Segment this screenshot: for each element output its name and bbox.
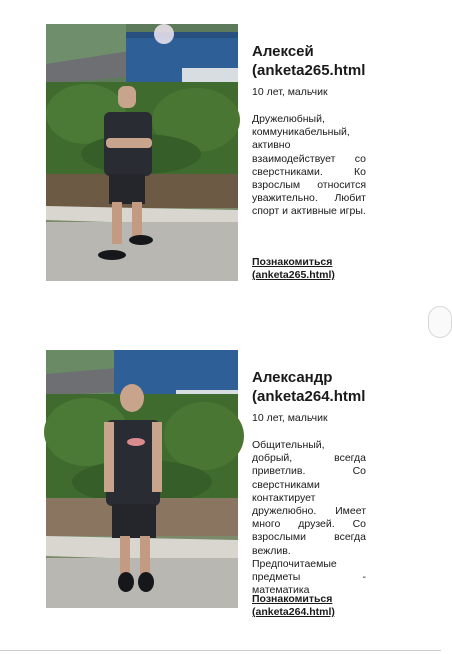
- bottom-divider: [0, 650, 441, 651]
- meet-link-aleksandr[interactable]: [252, 593, 335, 619]
- profile-name: Алексей: [252, 43, 314, 60]
- profile-anketa: (anketa264.html: [252, 388, 366, 405]
- profile-age: 10 лет, мальчик: [252, 86, 328, 98]
- profile-info-aleksei: [252, 42, 368, 219]
- meet-link-label: Познакомиться: [252, 256, 333, 268]
- profile-description: Дружелюбный, коммуникабельный, активно взаимодействует со сверстниками. Ко взрослым относится уважительно. Любит спорт и активные игры.: [252, 113, 366, 218]
- profile-photo-aleksei: [46, 24, 238, 281]
- profile-info-aleksandr: [252, 368, 368, 595]
- profile-card-aleksandr: [46, 350, 368, 620]
- profile-anketa: (anketa265.html: [252, 62, 366, 79]
- scroll-handle-icon[interactable]: [428, 306, 452, 338]
- meet-link-label: Познакомиться: [252, 593, 333, 605]
- profile-description-wrap: [252, 439, 368, 595]
- profile-card-aleksei: [46, 24, 368, 282]
- meet-link-file: (anketa264.html): [252, 606, 335, 618]
- profile-description: Общительный, добрый, всегда приветлив. Со сверстниками контактирует дружелюбно. Имеет много друзей. Со взрослыми всегда вежлив. Предпочитаемые предметы - математика: [252, 439, 366, 597]
- profile-name: Александр: [252, 369, 333, 386]
- meet-link-aleksei[interactable]: [252, 256, 335, 282]
- meet-link-file: (anketa265.html): [252, 269, 335, 281]
- profile-age: 10 лет, мальчик: [252, 412, 328, 424]
- profile-photo-aleksandr: [46, 350, 238, 608]
